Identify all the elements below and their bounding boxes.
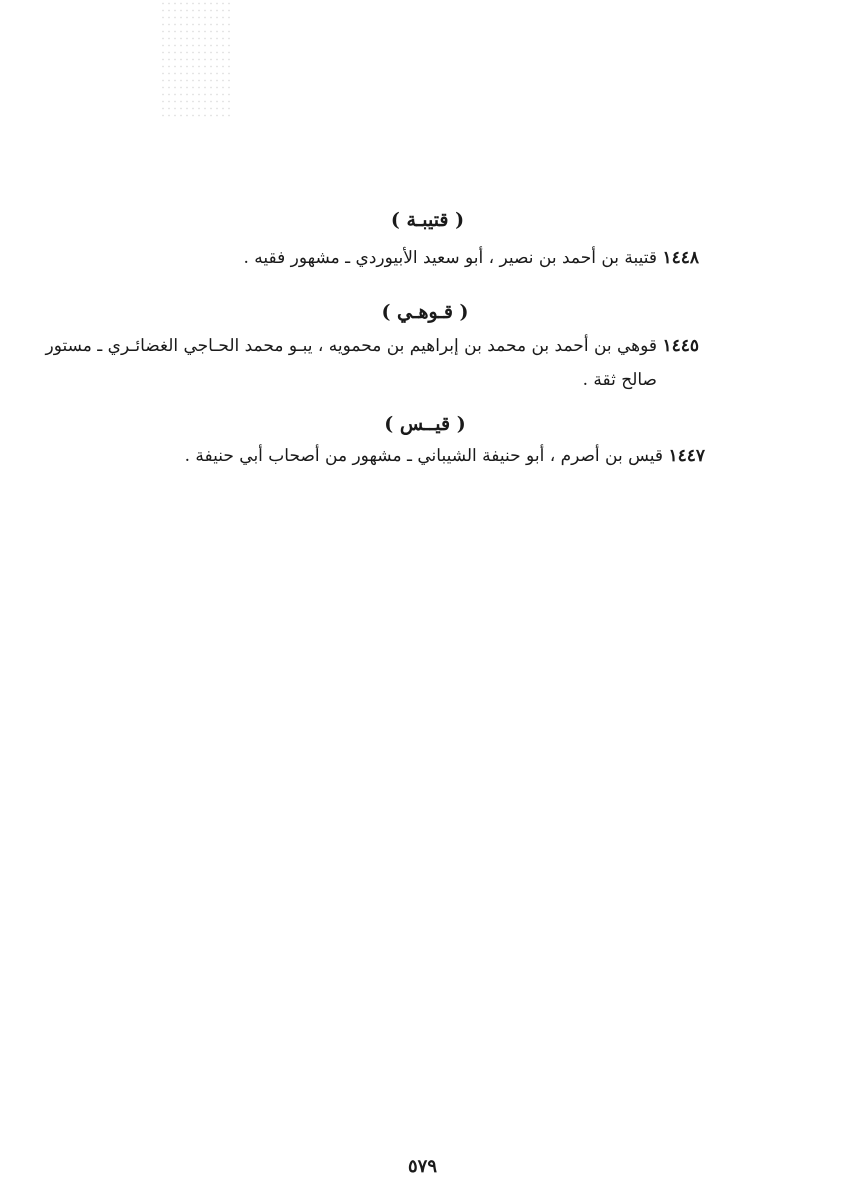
- scan-speckle-decoration: [160, 0, 230, 120]
- section-heading-qutayba: ( قتيبـة ): [390, 209, 465, 231]
- entry-1447: [185, 444, 705, 468]
- entry-number: ١٤٤٨: [662, 248, 699, 268]
- entry-1445: [46, 334, 700, 358]
- entry-text: قيس بن أصرم ، أبو حنيفة الشيباني ـ مشهور من أصحاب أبي حنيفة .: [184, 446, 664, 466]
- entry-1448: [243, 246, 699, 270]
- entry-text: قتيبة بن أحمد بن نصير ، أبو سعيد الأبيوردي ـ مشهور فقيه .: [243, 248, 658, 268]
- entry-number: ١٤٤٥: [662, 336, 699, 356]
- entry-number: ١٤٤٧: [668, 446, 705, 466]
- section-heading-quhi: ( قـوهـي ): [381, 301, 469, 323]
- page-number: ٥٧٩: [407, 1156, 437, 1177]
- entry-text: قوهي بن أحمد بن محمد بن إبراهيم بن محمويه ، يبـو محمد الحـاجي الغضائـري ـ مستور: [45, 336, 658, 356]
- entry-1445-continuation: صالح ثقة .: [582, 370, 657, 390]
- section-heading-qays: ( قيــس ): [384, 413, 466, 435]
